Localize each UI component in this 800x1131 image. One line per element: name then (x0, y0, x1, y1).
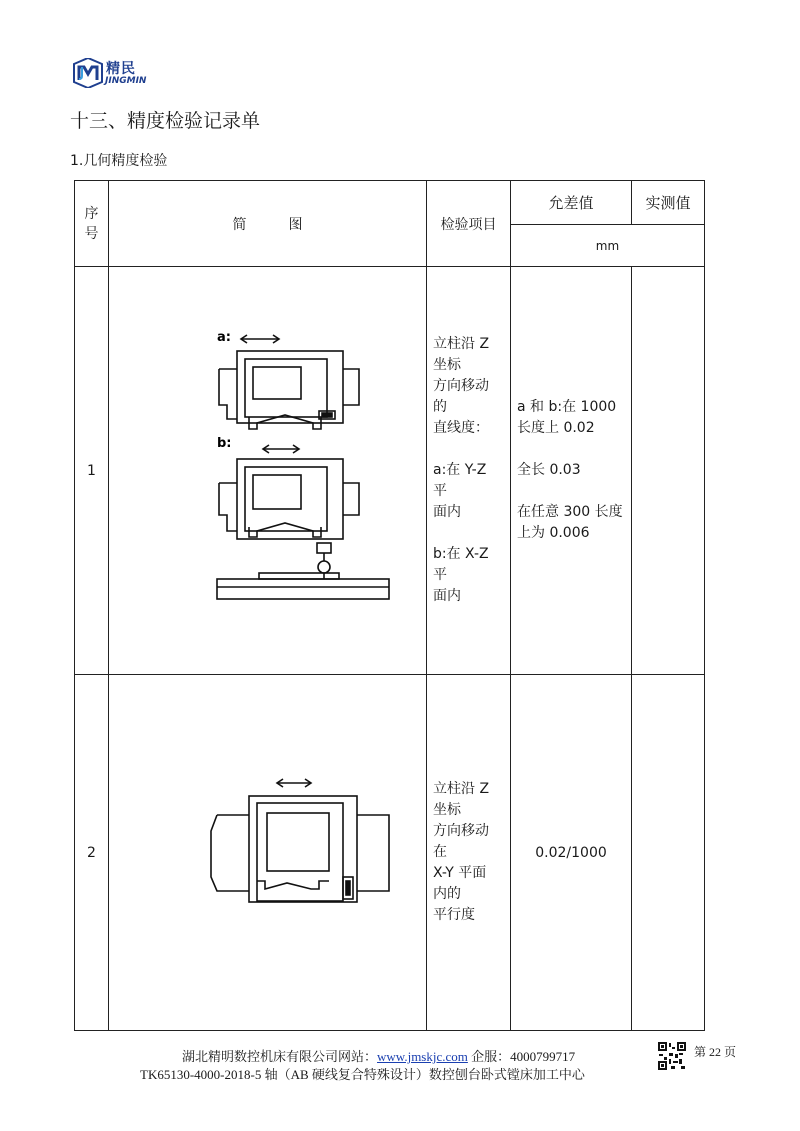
sketch-cell (109, 267, 427, 675)
tolerance-line: 全长 0.03 (517, 462, 581, 478)
row-seq: 2 (75, 675, 109, 1031)
table-row (75, 267, 705, 675)
header-measured: 实测值 (632, 181, 705, 225)
header-unit: mm (511, 225, 705, 267)
logo-mark-icon (72, 58, 104, 88)
footer-model: TK65130-4000-2018-5 轴（AB 硬线复合特殊设计）数控刨台卧式镗床加工中心 (140, 1067, 585, 1082)
sketch-cell (109, 675, 427, 1031)
footer-contact (182, 1046, 575, 1065)
straightness-diagram (109, 269, 427, 669)
tolerance-line: 在任意 300 长度上为 0.006 (517, 504, 623, 541)
row-tolerance: 0.02/1000 (511, 675, 632, 1031)
row-measured (632, 267, 705, 675)
footer-company: 湖北精明数控机床有限公司网站： (182, 1049, 378, 1064)
sketch-label-a: a: (217, 329, 231, 345)
logo-text-en: JINGMIN (105, 76, 147, 86)
inspection-table (74, 180, 705, 1031)
company-logo (72, 58, 162, 92)
table-row (75, 675, 705, 1031)
row-item: 立柱沿 Z 坐标 方向移动 在 X-Y 平面 内的 平行度 (427, 675, 511, 1031)
row-tolerance (511, 267, 632, 675)
section-title: 十三、精度检验记录单 (70, 110, 261, 132)
sub-title: 1.几何精度检验 (70, 153, 168, 169)
page-number: 第 22 页 (694, 1045, 737, 1059)
logo-text-cn: 精民 (106, 61, 136, 77)
row-item: 立柱沿 Z 坐标 方向移动 的 直线度： a:在 Y-Z 平 面内 b:在 X-Z 平 面内 (427, 267, 511, 675)
website-link[interactable]: www.jmskjc.com (377, 1049, 468, 1064)
parallelism-diagram (109, 681, 427, 1021)
header-item: 检验项目 (427, 181, 511, 267)
header-seq: 序 号 (75, 181, 109, 267)
row-seq: 1 (75, 267, 109, 675)
qr-code-icon (657, 1041, 687, 1071)
header-tolerance: 允差值 (511, 181, 632, 225)
footer-service: 企服：4000799717 (471, 1049, 576, 1064)
header-sketch: 简 图 (109, 181, 427, 267)
row-measured (632, 675, 705, 1031)
sketch-label-b: b: (217, 435, 232, 451)
tolerance-line: a 和 b:在 1000 长度上 0.02 (517, 399, 617, 436)
